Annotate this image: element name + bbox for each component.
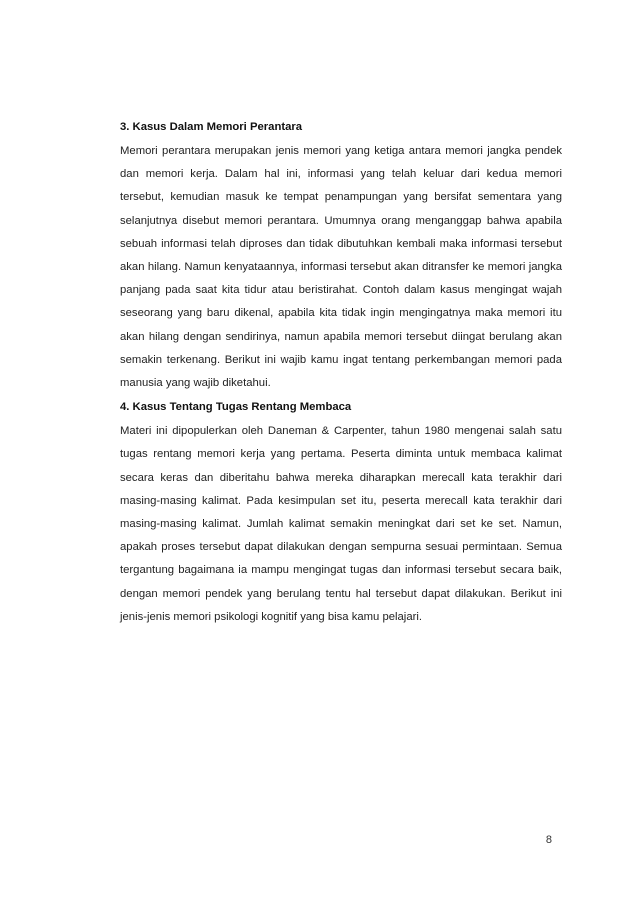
page-number: 8 [545, 834, 552, 846]
section-paragraph: Memori perantara merupakan jenis memori yang ketiga antara memori jangka pendek dan memori kerja. Dalam hal ini, informasi yang telah keluar dari kedua memori tersebut, kemudian masuk ke tempat penampungan yang bersifat sementara yang selanjutnya disebut memori perantara. Umumnya orang menganggap bahwa apabila sebuah informasi telah diproses dan tidak dibutuhkan kembali maka informasi tersebut akan hilang. Namun kenyataannya, informasi tersebut akan ditransfer ke memori jangka panjang pada saat kita tidur atau beristirahat. Contoh dalam kasus mengingat wajah seseorang yang baru dikenal, apabila kita tidak ingin mengingatnya maka memori itu akan hilang dengan sendirinya, namun apabila memori tersebut diingat berulang akan semakin terkenang. Berikut ini wajib kamu ingat tentang perkembangan memori pada manusia yang wajib diketahui. [120, 145, 562, 390]
section-heading: 4. Kasus Tentang Tugas Rentang Membaca [120, 401, 352, 414]
section-memori-perantara [120, 119, 562, 395]
page-content [120, 119, 562, 629]
section-paragraph: Materi ini dipopulerkan oleh Daneman & Carpenter, tahun 1980 mengenai salah satu tugas rentang memori kerja yang pertama. Peserta diminta untuk membaca kalimat secara keras dan diberitahu bahwa mereka diharapkan merecall kata terakhir dari masing-masing kalimat. Pada kesimpulan set itu, peserta merecall kata terakhir dari masing-masing kalimat. Jumlah kalimat semakin meningkat dari set ke set. Namun, apakah proses tersebut dapat dilakukan dengan sempurna sesuai permintaan. Semua tergantung bagaimana ia mampu mengingat tugas dan informasi tersebut secara baik, dengan memori pendek yang berulang tentu hal tersebut dapat dilakukan. Berikut ini jenis-jenis memori psikologi kognitif yang bisa kamu pelajari. [120, 425, 562, 623]
section-heading: 3. Kasus Dalam Memori Perantara [120, 121, 303, 133]
section-tugas-rentang-membaca [120, 399, 562, 629]
